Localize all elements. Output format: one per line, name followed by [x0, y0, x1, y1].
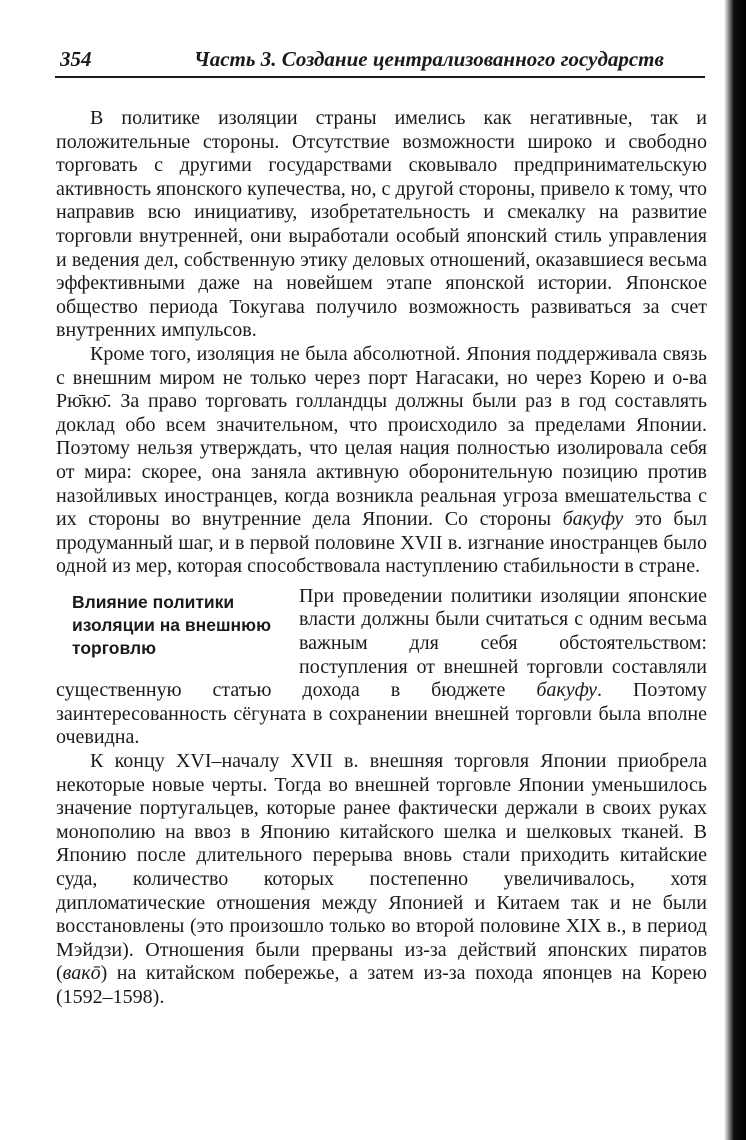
- paragraph-4-start: К концу XVI–началу XVII в. внешняя торговля Японии приобрела некоторые новые черты. Тогда во внешней торговле Японии уменьшилось значение португальцев, которые ранее фактически держали в своих руках монополию на ввоз в Японию китайского шелка и шелковых тканей. В Японию после длительного перерыва вновь стали приходить китайские суда, количество которых постепенно увеличивалось, хотя дипломатические отношения между Японией и Китаем так и не были восстановлены (это произошло только во второй половине XIX в., в период Мэйдзи). Отношения были прерваны из-за действий японских пиратов (: [56, 750, 707, 985]
- page-number: 354: [60, 47, 92, 71]
- scan-edge-shadow: [724, 0, 746, 1140]
- italic-term-bakufu: бакуфу: [562, 508, 624, 531]
- italic-term-wako: вакō: [62, 962, 101, 985]
- section-paragraph: [56, 585, 707, 750]
- body-text: [56, 107, 707, 1010]
- paragraph-4: [56, 750, 707, 1010]
- paragraph-2: [56, 343, 707, 579]
- section-text-end: . Поэтому заинтересованность сёгуната в сохранении внешней торговли была вполне очевидна.: [56, 679, 707, 749]
- paragraph-2-start: Кроме того, изоляция не была абсолютной. Япония поддерживала связь с внешним миром не только через порт Нагасаки, но через Корею и о-ва Рю̄кю̄. За право торговать голландцы должны были раз в год составлять доклад обо всем значительном, что происходило за пределами Японии. Поэтому нельзя утверждать, что целая нация полностью изолировала себя от мира: скорее, она заняла активную оборонительную позицию против назойливых иностранцев, когда возникла реальная угроза вмешательства с их стороны во внутренние дела Японии. Со стороны: [56, 342, 707, 531]
- running-header: [60, 44, 700, 74]
- italic-term-bakufu-2: бакуфу: [536, 679, 598, 702]
- header-rule: [55, 76, 705, 78]
- section-text-start: При проведении политики изоляции японские власти должны были считаться с одним весьма важным для себя обстоятельством: поступления от внешней торговли составляли существенную статью дохода в бюджете: [56, 584, 707, 702]
- paragraph-2-end: это был продуманный шаг, и в первой половине XVII в. изгнание иностранцев было одной из мер, которая способствовала наступлению стабильности в стране.: [56, 508, 707, 578]
- running-title: Часть 3. Создание централизованного государств: [194, 47, 664, 71]
- paragraph-4-end: ) на китайском побережье, а затем из-за похода японцев на Корею (1592–1598).: [56, 962, 707, 1008]
- paragraph-1: В политике изоляции страны имелись как негативные, так и положительные стороны. Отсутствие возможности широко и свободно торговать с другими государствами сковывало предпринимательскую активность японского купечества, но, с другой стороны, привело к тому, что направив всю инициативу, изобретательность и смекалку на развитие торговли внутренней, они выработали особый японский стиль управления и ведения дел, собственную этику деловых отношений, оказавшиеся весьма эффективными даже на новейшем этапе японской истории. Японское общество периода Токугава получило возможность развиваться за счет внутренних импульсов.: [56, 107, 707, 342]
- section-heading: Влияние политики изоляции на внешнюю торговлю: [72, 591, 272, 658]
